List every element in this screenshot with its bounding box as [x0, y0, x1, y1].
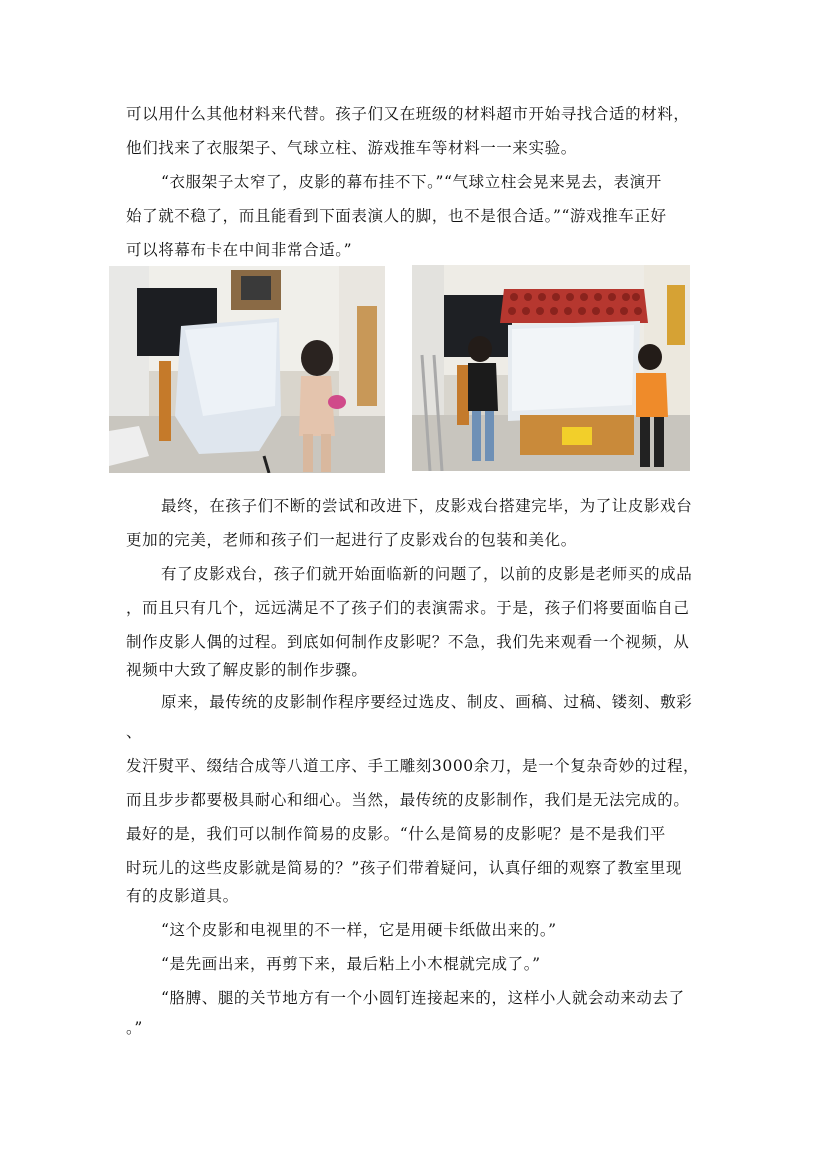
text-line: 可以用什么其他材料来代替。孩子们又在班级的材料超市开始寻找合适的材料， [126, 105, 690, 123]
text-line: 有的皮影道具。 [126, 887, 239, 905]
text-line: 时玩儿的这些皮影就是简易的？”孩子们带着疑问，认真仔细的观察了教室里现 [126, 859, 682, 877]
text-line: “这个皮影和电视里的不一样，它是用硬卡纸做出来的。” [161, 921, 557, 939]
text-line: 始了就不稳了，而且能看到下面表演人的脚，也不是很合适。”“游戏推车正好 [126, 207, 667, 225]
text-line: ，而且只有几个，远远满足不了孩子们的表演需求。于是，孩子们将要面临自己 [126, 599, 690, 617]
text-line: 可以将幕布卡在中间非常合适。” [126, 241, 353, 259]
photo-game-cart-stage [412, 265, 690, 471]
text-line: 最好的是，我们可以制作简易的皮影。“什么是简易的皮影呢？是不是我们平 [126, 825, 666, 843]
text-line: 而且步步都要极具耐心和细心。当然，最传统的皮影制作，我们是无法完成的。 [126, 791, 690, 809]
photo-clothes-rack [109, 266, 385, 473]
text-line: 、 [126, 723, 143, 741]
text-line: 视频中大致了解皮影的制作步骤。 [126, 661, 368, 679]
text-line: 制作皮影人偶的过程。到底如何制作皮影呢？不急，我们先来观看一个视频，从 [126, 633, 690, 651]
text-line: 发汗熨平、缀结合成等八道工序、手工雕刻3000余刀，是一个复杂奇妙的过程， [126, 757, 700, 775]
text-line: 有了皮影戏台，孩子们就开始面临新的问题了，以前的皮影是老师买的成品 [161, 565, 693, 583]
text-line: 最终，在孩子们不断的尝试和改进下，皮影戏台搭建完毕，为了让皮影戏台 [161, 497, 693, 515]
text-line: “衣服架子太窄了，皮影的幕布挂不下。”“气球立柱会晃来晃去，表演开 [161, 173, 662, 191]
text-line: 他们找来了衣服架子、气球立柱、游戏推车等材料一一来实验。 [126, 139, 577, 157]
text-line: “是先画出来，再剪下来，最后粘上小木棍就完成了。” [161, 955, 541, 973]
text-line: “胳膊、腿的关节地方有一个小圆钉连接起来的，这样小人就会动来动去了 [161, 989, 685, 1007]
text-line: 原来，最传统的皮影制作程序要经过选皮、制皮、画稿、过稿、镂刻、敷彩 [161, 693, 693, 711]
text-line: 更加的完美，老师和孩子们一起进行了皮影戏台的包装和美化。 [126, 531, 577, 549]
text-line: 。” [126, 1019, 143, 1037]
